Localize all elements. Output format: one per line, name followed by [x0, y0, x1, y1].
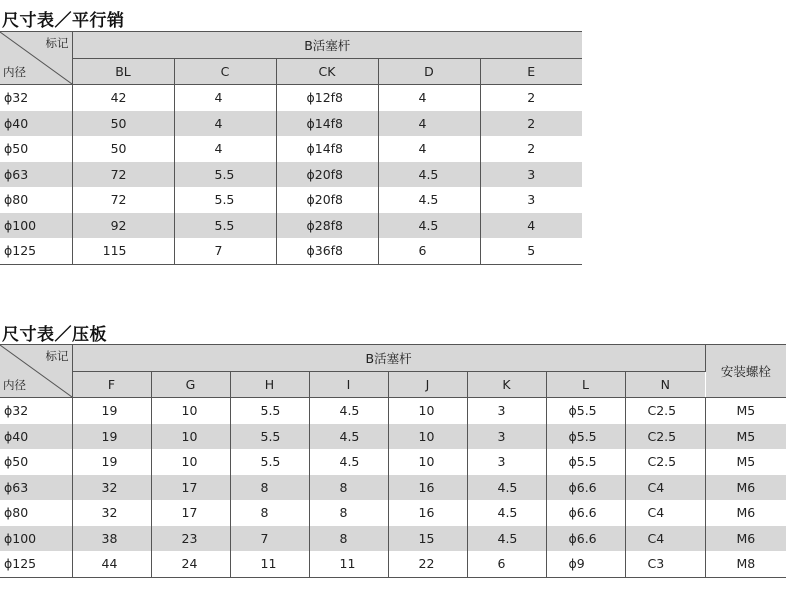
table-cell: 10 [388, 449, 467, 475]
table-cell: M6 [736, 505, 756, 521]
col-header: L [546, 372, 625, 398]
table-cell: 4.5 [309, 424, 388, 450]
row-bore: ϕ50 [0, 449, 72, 475]
table-cell: 7 [230, 526, 309, 552]
table-cell: C4 [625, 475, 705, 501]
table-cell: 2 [527, 141, 536, 157]
row-bore: ϕ80 [0, 500, 72, 526]
table-cell: C2.5 [625, 424, 705, 450]
table-cell: 4 [378, 136, 480, 162]
table-row [0, 424, 786, 450]
table-cell: 4 [480, 213, 582, 239]
table-cell: 4.5 [467, 500, 546, 526]
table-cell: 50 [72, 111, 174, 137]
table-cell: ϕ20f8 [276, 187, 378, 213]
row-bore: ϕ40 [0, 424, 72, 450]
table-cell: 4 [378, 111, 480, 137]
table-cell: 4.5 [309, 398, 388, 424]
plate-dimension-table [0, 344, 786, 578]
table-cell: 16 [388, 475, 467, 501]
row-bore: ϕ63 [0, 162, 72, 188]
table-cell: 32 [72, 475, 151, 501]
row-bore: ϕ32 [0, 85, 72, 111]
table-cell: ϕ5.5 [546, 398, 625, 424]
table-cell: ϕ6.6 [546, 526, 625, 552]
table2-title: 尺寸表／压板 [2, 325, 107, 345]
table-cell: 4.5 [309, 449, 388, 475]
table-row [0, 449, 786, 475]
corner-label-mark: 标记 [45, 36, 69, 50]
table-cell: 5.5 [230, 424, 309, 450]
table-cell: 3 [480, 162, 582, 188]
table-cell: ϕ14f8 [276, 136, 378, 162]
table-cell: 5.5 [174, 213, 276, 239]
table-cell: C4 [625, 526, 705, 552]
table-cell: C2.5 [625, 398, 705, 424]
corner-label-mark: 标记 [45, 349, 69, 363]
table-row [0, 162, 582, 188]
table-cell: 11 [230, 551, 309, 577]
table-cell: 38 [72, 526, 151, 552]
table-cell: 6 [378, 238, 480, 264]
col-header: N [625, 372, 705, 398]
table-row [0, 526, 786, 552]
table-cell: 72 [72, 162, 174, 188]
pin-dimension-table [0, 31, 582, 265]
table-row [0, 85, 582, 111]
table-cell: M5 [705, 424, 786, 450]
table-cell: 4.5 [378, 187, 480, 213]
row-bore: ϕ125 [0, 551, 72, 577]
row-bore: ϕ100 [0, 526, 72, 552]
table-cell: ϕ5.5 [546, 449, 625, 475]
table-cell: 19 [72, 449, 151, 475]
table-cell: ϕ6.6 [546, 500, 625, 526]
table-cell: 10 [151, 424, 230, 450]
table-cell: 4.5 [378, 162, 480, 188]
row-bore: ϕ63 [0, 475, 72, 501]
row-bore: ϕ100 [0, 213, 72, 239]
row-bore: ϕ80 [0, 187, 72, 213]
table-cell: 44 [72, 551, 151, 577]
table-cell: ϕ5.5 [546, 424, 625, 450]
table-cell: 4 [174, 136, 276, 162]
row-bore: ϕ32 [0, 398, 72, 424]
table-cell: 115 [72, 238, 174, 264]
table-cell: ϕ28f8 [276, 213, 378, 239]
table-cell: 5.5 [174, 187, 276, 213]
table-cell: ϕ36f8 [276, 238, 378, 264]
table-cell: ϕ9 [546, 551, 625, 577]
table-cell: ϕ6.6 [546, 475, 625, 501]
col-header: J [388, 372, 467, 398]
table-cell: 15 [388, 526, 467, 552]
table-row [0, 187, 582, 213]
table-cell: ϕ14f8 [276, 111, 378, 137]
table-row [0, 111, 582, 137]
table-cell: 42 [72, 85, 174, 111]
col-header: K [467, 372, 546, 398]
table-cell: 3 [467, 398, 546, 424]
table-cell: 3 [527, 192, 536, 208]
table-cell: 92 [72, 213, 174, 239]
corner-header [0, 32, 72, 85]
table-cell: M6 [705, 475, 786, 501]
table-cell: 23 [151, 526, 230, 552]
col-header: I [309, 372, 388, 398]
table-row [0, 500, 786, 526]
table-cell: 10 [151, 398, 230, 424]
table1-title: 尺寸表／平行销 [2, 11, 125, 31]
group-header-rod: B活塞杆 [72, 32, 582, 59]
table-cell: 4.5 [378, 213, 480, 239]
table-cell: 7 [174, 238, 276, 264]
table-cell: M8 [705, 551, 786, 577]
group-header-rod: B活塞杆 [72, 345, 705, 372]
table-cell: 50 [72, 136, 174, 162]
table-cell: 11 [309, 551, 388, 577]
table-cell: 4 [174, 85, 276, 111]
row-bore: ϕ50 [0, 136, 72, 162]
table-cell: 8 [230, 500, 309, 526]
table-cell: 10 [388, 398, 467, 424]
table-cell: C3 [625, 551, 705, 577]
table-cell: 19 [72, 398, 151, 424]
table-cell: 72 [72, 187, 174, 213]
table-cell: M5 [736, 454, 756, 470]
row-bore: ϕ125 [0, 238, 72, 264]
corner-header [0, 345, 72, 398]
table-cell: 5.5 [174, 162, 276, 188]
table-cell: 5.5 [230, 398, 309, 424]
table-cell: 16 [388, 500, 467, 526]
table-row [0, 213, 582, 239]
table-row [0, 475, 786, 501]
table-cell: 4.5 [467, 475, 546, 501]
table-cell: 17 [151, 475, 230, 501]
table-cell: 17 [151, 500, 230, 526]
table-cell: 10 [151, 449, 230, 475]
table-cell: 3 [467, 424, 546, 450]
table-cell: ϕ20f8 [276, 162, 378, 188]
table-cell: 2 [527, 90, 536, 106]
table-cell: 32 [72, 500, 151, 526]
table-row [0, 136, 582, 162]
table-cell: 8 [230, 475, 309, 501]
table-row [0, 238, 582, 264]
col-header: CK [276, 59, 378, 85]
table-cell: 8 [309, 500, 388, 526]
table-row [0, 398, 786, 424]
col-header: G [151, 372, 230, 398]
table-cell: 5 [480, 238, 582, 264]
table-cell: 4.5 [467, 526, 546, 552]
col-header: BL [72, 59, 174, 85]
table-cell: 2 [480, 111, 582, 137]
col-header-mount-bolt: 安装螺栓 [705, 345, 786, 398]
table-cell: 4 [378, 85, 480, 111]
col-header: D [378, 59, 480, 85]
col-header: C [174, 59, 276, 85]
table-cell: 19 [72, 424, 151, 450]
table-cell: 22 [388, 551, 467, 577]
row-bore: ϕ40 [0, 111, 72, 137]
col-header: F [72, 372, 151, 398]
table-cell: 10 [388, 424, 467, 450]
table-cell: 8 [309, 526, 388, 552]
col-header: H [230, 372, 309, 398]
corner-label-bore: 内径 [3, 65, 26, 79]
table-cell: 4 [174, 111, 276, 137]
table-cell: M5 [736, 403, 756, 419]
table-cell: C2.5 [625, 449, 705, 475]
col-header: E [480, 59, 582, 85]
table-cell: 6 [467, 551, 546, 577]
table-cell: 5.5 [230, 449, 309, 475]
table-cell: M6 [705, 526, 786, 552]
corner-label-bore: 内径 [3, 378, 26, 392]
table-cell: 24 [151, 551, 230, 577]
table-cell: C4 [625, 500, 705, 526]
table-row [0, 551, 786, 577]
table-cell: ϕ12f8 [276, 85, 378, 111]
table-cell: 3 [467, 449, 546, 475]
table-cell: 8 [309, 475, 388, 501]
